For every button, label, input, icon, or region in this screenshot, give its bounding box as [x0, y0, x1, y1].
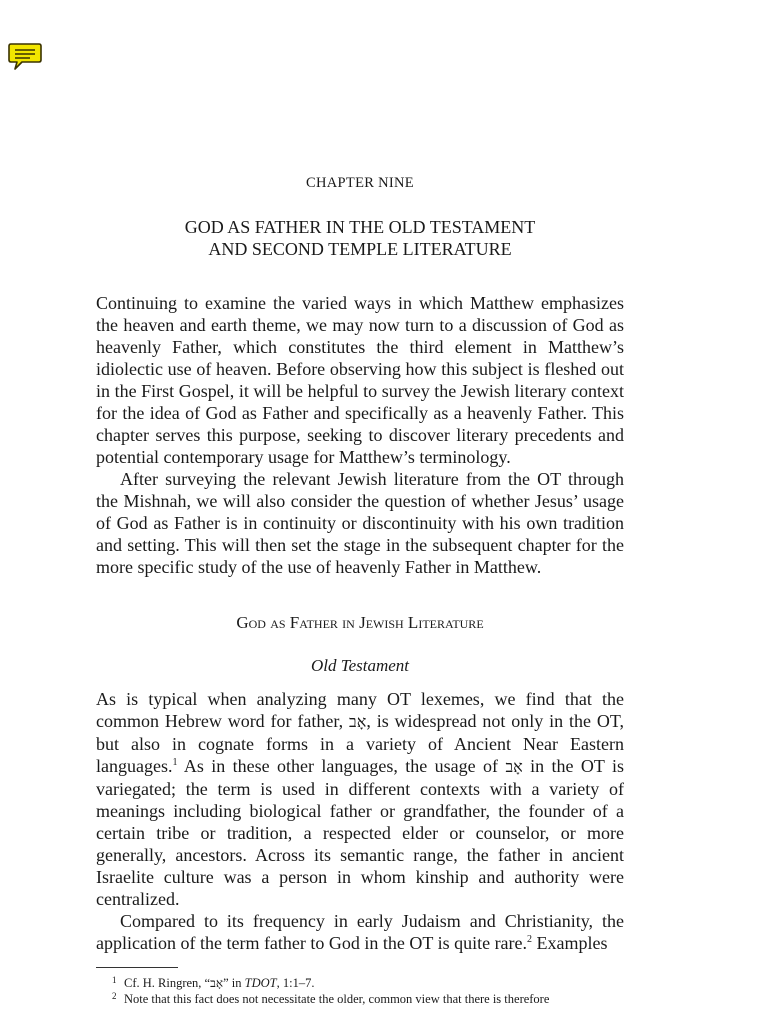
footnote-1 [96, 975, 624, 991]
subsection-heading: Old Testament [310, 656, 410, 675]
footnote-text: Note that this fact does not necessitate the older, common view that there is therefore [124, 992, 550, 1006]
text-run: As in these other languages, the usage of [177, 756, 506, 776]
intro-text [96, 292, 624, 578]
hebrew-word: אָב [349, 712, 367, 731]
chapter-title-line-2: AND SECOND TEMPLE LITERATURE [208, 239, 512, 259]
footnote-ref-1[interactable]: 1 [172, 757, 178, 768]
ot-paragraph-2 [96, 910, 624, 954]
footnote-marker: 1 [112, 975, 117, 985]
text-run: Cf. H. Ringren, “ [124, 976, 211, 990]
source-title: TDOT [244, 976, 277, 990]
footnote-ref-2[interactable]: 2 [527, 934, 533, 945]
intro-paragraph-2: After surveying the relevant Jewish literature from the OT through the Mishnah, we will also consider the question of whether Jesus’ usage of God as Father is in continuity or discontinuity with his own tradition and setting. This will then set the stage in the subsequent chapter for the more specific study of the use of heavenly Father in Matthew. [96, 469, 624, 577]
text-run: ” in [223, 976, 245, 990]
text-run: , is widespread not only in the OT, but also in cognate forms in a variety of Ancient Near Eastern languages. [96, 711, 624, 776]
ot-paragraph-1 [96, 688, 624, 910]
section-heading: God as Father in Jewish Literature [236, 613, 484, 632]
text-run: As is typical when analyzing many OT lexemes, we find that the common Hebrew word for father, [96, 689, 624, 731]
text-run: , 1:1–7. [276, 976, 315, 990]
chapter-title [96, 216, 624, 260]
old-testament-text [96, 688, 624, 954]
footnotes [96, 975, 624, 1007]
hebrew-word: אָב [505, 757, 523, 776]
text-run: Compared to its frequency in early Judaism and Christianity, the application of the term father to God in the OT is quite rare. [96, 911, 624, 953]
footnote-2 [96, 991, 624, 1007]
chapter-number: CHAPTER NINE [306, 175, 414, 191]
comment-icon[interactable] [8, 42, 42, 72]
chapter-title-line-1: GOD AS FATHER IN THE OLD TESTAMENT [184, 217, 536, 237]
text-run: Examples [532, 933, 608, 953]
footnote-divider [96, 967, 178, 968]
intro-paragraph-1: Continuing to examine the varied ways in which Matthew emphasizes the heaven and earth theme, we may now turn to a discussion of God as heavenly Father, which constitutes the third element in Matthew’s idiolectic use of heaven. Before observing how this subject is fleshed out in the First Gospel, it will be helpful to survey the Jewish literary context for the idea of God as Father and specifically as a heavenly Father. This chapter serves this purpose, seeking to discover literary precedents and potential contemporary usage for Matthew’s terminology. [96, 293, 624, 467]
hebrew-word: אָב [210, 976, 224, 990]
footnote-marker: 2 [112, 991, 117, 1001]
text-run: in the OT is variegated; the term is used in different contexts with a variety of meanings including biological father or grandfather, the founder of a certain tribe or tradition, a respected elder or counselor, or more generally, ancestors. Across its semantic range, the father in ancient Israelite culture was a person in whom kinship and authority were centralized. [96, 756, 625, 909]
